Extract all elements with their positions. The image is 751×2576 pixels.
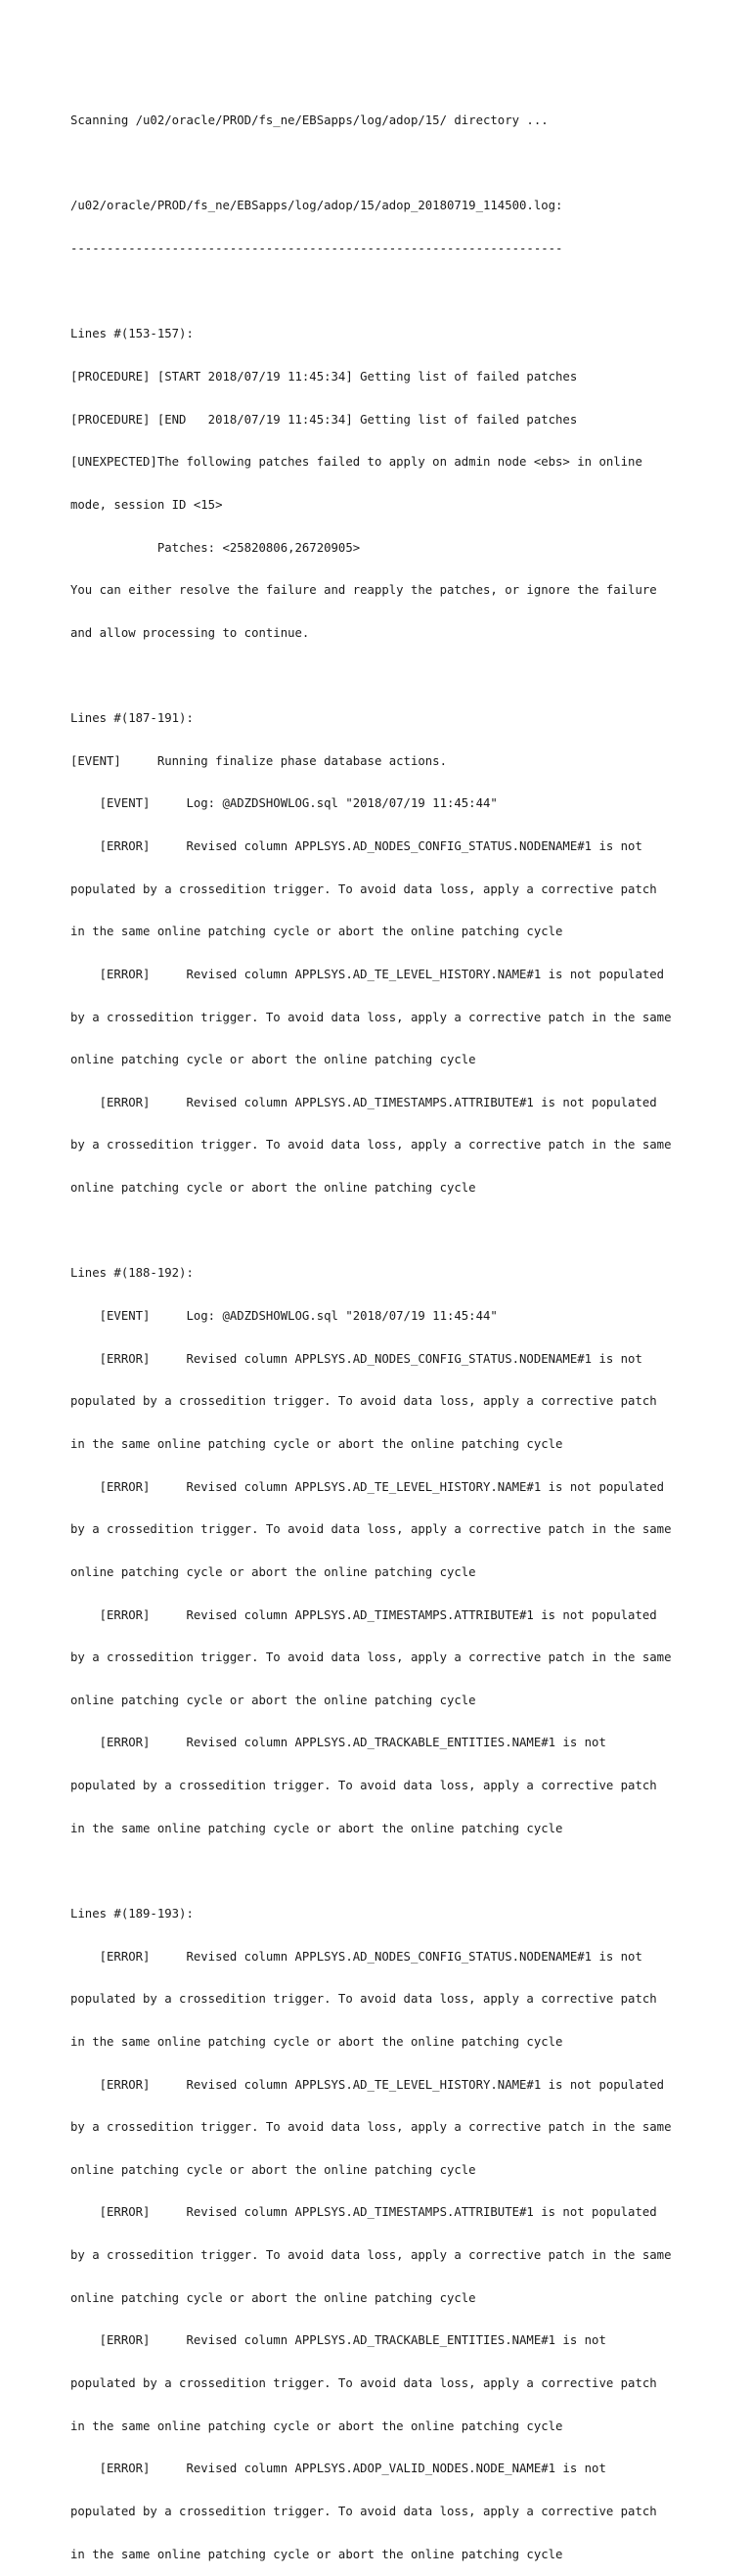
section-heading: Lines #(188-192): [70, 1266, 194, 1281]
log-line: [ERROR] Revised column APPLSYS.AD_NODES_CONFIG_STATUS.NODENAME#1 is not [70, 1351, 642, 1366]
log-line: [ERROR] Revised column APPLSYS.AD_NODES_CONFIG_STATUS.NODENAME#1 is not [70, 838, 642, 853]
log-line: in the same online patching cycle or abort the online patching cycle [70, 1436, 563, 1451]
section-heading: Lines #(187-191): [70, 711, 194, 726]
log-line: online patching cycle or abort the online patching cycle [70, 1053, 476, 1067]
log-line: [UNEXPECTED]The following patches failed to apply on admin node <ebs> in online [70, 455, 642, 470]
log-line: online patching cycle or abort the online patching cycle [70, 2290, 476, 2305]
log-line: [EVENT] Log: @ADZDSHOWLOG.sql "2018/07/19 11:45:44" [70, 796, 498, 811]
log-line: by a crossedition trigger. To avoid data loss, apply a corrective patch in the same [70, 2120, 672, 2135]
section-heading: Lines #(189-193): [70, 1907, 194, 1921]
blank-line [70, 1224, 735, 1239]
log-line: [ERROR] Revised column APPLSYS.AD_NODES_CONFIG_STATUS.NODENAME#1 is not [70, 1949, 642, 1964]
log-line: [EVENT] Log: @ADZDSHOWLOG.sql "2018/07/19 11:45:44" [70, 1309, 498, 1324]
log-file-path: /u02/oracle/PROD/fs_ne/EBSapps/log/adop/15/adop_20180719_114500.log: [70, 199, 563, 213]
log-line: populated by a crossedition trigger. To avoid data loss, apply a corrective patch [70, 1779, 657, 1793]
log-line: in the same online patching cycle or abort the online patching cycle [70, 925, 563, 939]
log-line: populated by a crossedition trigger. To avoid data loss, apply a corrective patch [70, 1394, 657, 1409]
log-line: online patching cycle or abort the online patching cycle [70, 1693, 476, 1707]
blank-line [70, 1864, 735, 1878]
log-line: in the same online patching cycle or abort the online patching cycle [70, 1821, 563, 1835]
log-line: [ERROR] Revised column APPLSYS.AD_TIMESTAMPS.ATTRIBUTE#1 is not populated [70, 1607, 657, 1622]
log-document [70, 85, 735, 2576]
log-line: You can either resolve the failure and reapply the patches, or ignore the failure [70, 583, 657, 598]
blank-line [70, 668, 735, 683]
log-line: by a crossedition trigger. To avoid data loss, apply a corrective patch in the same [70, 1010, 672, 1024]
log-line: populated by a crossedition trigger. To avoid data loss, apply a corrective patch [70, 2376, 657, 2391]
log-line: online patching cycle or abort the online patching cycle [70, 1564, 476, 1579]
log-line: [ERROR] Revised column APPLSYS.AD_TE_LEVEL_HISTORY.NAME#1 is not populated [70, 2077, 665, 2092]
blank-line [70, 285, 735, 299]
log-line: in the same online patching cycle or abort the online patching cycle [70, 2418, 563, 2433]
log-line: populated by a crossedition trigger. To avoid data loss, apply a corrective patch [70, 1992, 657, 2007]
scan-directory-line: Scanning /u02/oracle/PROD/fs_ne/EBSapps/log/adop/15/ directory ... [70, 113, 549, 128]
log-line: populated by a crossedition trigger. To avoid data loss, apply a corrective patch [70, 2504, 657, 2518]
log-line: mode, session ID <15> [70, 497, 223, 512]
log-line: [ERROR] Revised column APPLSYS.AD_TRACKABLE_ENTITIES.NAME#1 is not [70, 2333, 606, 2348]
log-line: by a crossedition trigger. To avoid data loss, apply a corrective patch in the same [70, 2248, 672, 2263]
log-line: [ERROR] Revised column APPLSYS.AD_TE_LEVEL_HISTORY.NAME#1 is not populated [70, 1479, 665, 1494]
log-line: [ERROR] Revised column APPLSYS.AD_TE_LEVEL_HISTORY.NAME#1 is not populated [70, 967, 665, 981]
section-heading: Lines #(153-157): [70, 327, 194, 341]
log-line: in the same online patching cycle or abort the online patching cycle [70, 2547, 563, 2561]
log-line: [ERROR] Revised column APPLSYS.AD_TRACKABLE_ENTITIES.NAME#1 is not [70, 1736, 606, 1750]
log-line: [ERROR] Revised column APPLSYS.ADOP_VALID_NODES.NODE_NAME#1 is not [70, 2462, 606, 2476]
log-line: online patching cycle or abort the online patching cycle [70, 2162, 476, 2177]
log-line: [ERROR] Revised column APPLSYS.AD_TIMESTAMPS.ATTRIBUTE#1 is not populated [70, 2205, 657, 2220]
log-line: by a crossedition trigger. To avoid data loss, apply a corrective patch in the same [70, 1138, 672, 1152]
log-line: [EVENT] Running finalize phase database actions. [70, 753, 447, 768]
log-line: online patching cycle or abort the online patching cycle [70, 1181, 476, 1196]
log-line: by a crossedition trigger. To avoid data loss, apply a corrective patch in the same [70, 1650, 672, 1665]
log-line: by a crossedition trigger. To avoid data loss, apply a corrective patch in the same [70, 1522, 672, 1537]
log-line: [PROCEDURE] [END 2018/07/19 11:45:34] Getting list of failed patches [70, 412, 578, 427]
log-line: [PROCEDURE] [START 2018/07/19 11:45:34] Getting list of failed patches [70, 369, 578, 384]
log-line: and allow processing to continue. [70, 625, 310, 640]
log-line: [ERROR] Revised column APPLSYS.AD_TIMESTAMPS.ATTRIBUTE#1 is not populated [70, 1095, 657, 1109]
log-line: Patches: <25820806,26720905> [70, 540, 361, 555]
log-line: in the same online patching cycle or abort the online patching cycle [70, 2034, 563, 2049]
blank-line [70, 157, 735, 171]
log-line: populated by a crossedition trigger. To avoid data loss, apply a corrective patch [70, 881, 657, 896]
separator-line: -------------------------------------------------------------------- [70, 242, 563, 256]
